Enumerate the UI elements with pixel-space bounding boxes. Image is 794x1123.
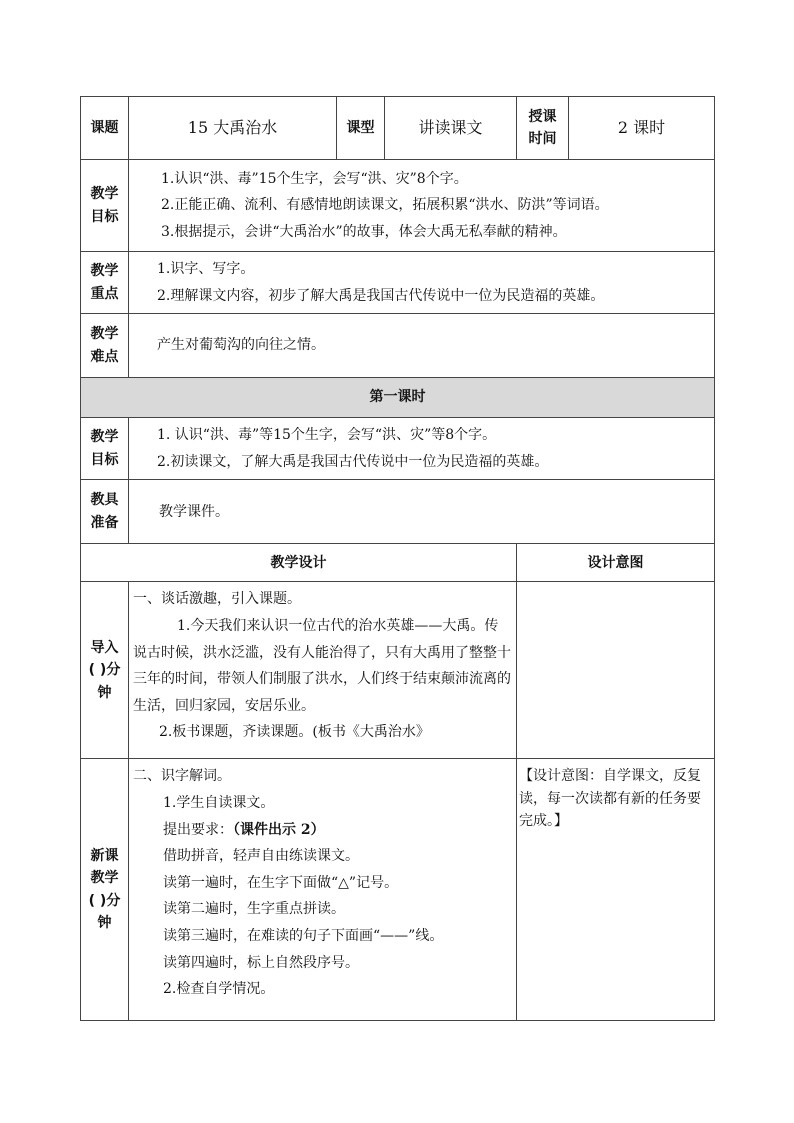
key-points-label-line-2: 重点	[90, 285, 119, 302]
header-row	[81, 97, 715, 160]
intro-intent	[517, 582, 715, 759]
intro-heading: 一、谈话激趣，引入课题。	[133, 591, 301, 608]
tools-content: 教学课件。	[129, 480, 715, 544]
goal-item: 2.正能正确、流利、有感情地朗读课文，拓展积累“洪水、防洪”等词语。	[161, 197, 609, 214]
type-label: 课型	[337, 97, 385, 160]
goals-row	[81, 160, 715, 252]
intro-paragraph: 2.板书课题，齐读课题。(板书《大禹治水》	[159, 724, 430, 741]
tools-label-line-1: 教具	[90, 492, 119, 509]
difficulties-content: 产生对葡萄沟的向往之情。	[129, 314, 715, 378]
lesson-goals-label-line-2: 目标	[90, 451, 119, 468]
time-value: 2 课时	[569, 97, 715, 160]
new-lesson-line: 读第一遍时，在生字下面做“△”记号。	[163, 874, 399, 891]
intro-label-line-2: ( )分	[88, 662, 121, 679]
new-lesson-content	[129, 759, 517, 1021]
difficulties-label-line-1: 教学	[90, 326, 119, 343]
lesson-plan-table	[80, 96, 715, 1021]
key-point-item: 1.识字、写字。	[157, 261, 255, 277]
new-lesson-line	[133, 817, 512, 844]
intro-row	[81, 582, 715, 759]
new-lesson-line: 读第三遍时，在难读的句子下面画“——”线。	[163, 927, 444, 944]
intro-label-line-1: 导入	[90, 639, 119, 656]
new-lesson-line: 读第四遍时，标上自然段序号。	[163, 954, 359, 971]
tools-label-line-2: 准备	[90, 514, 119, 531]
new-lesson-label	[81, 759, 129, 1021]
new-lesson-label-line-3: ( )分	[88, 892, 121, 909]
lesson-goals-label	[81, 418, 129, 480]
key-points-label	[81, 252, 129, 314]
lesson-goals-content	[129, 418, 715, 480]
goal-item: 3.根据提示，会讲“大禹治水”的故事，体会大禹无私奉献的精神。	[161, 223, 567, 240]
lesson-goal-item: 1. 认识“洪、毒”等15个生字，会写“洪、灾”等8个字。	[157, 427, 497, 444]
time-label-line-1: 授课	[528, 108, 557, 125]
lesson-goals-label-line-1: 教学	[90, 429, 119, 446]
new-lesson-line: 借助拼音，轻声自由练读课文。	[163, 848, 359, 865]
type-value: 讲读课文	[385, 97, 517, 160]
courseware-note: （课件出示 2）	[233, 821, 325, 838]
intro-label-line-3: 钟	[97, 684, 112, 701]
difficulties-row	[81, 314, 715, 378]
key-points-row	[81, 252, 715, 314]
time-label	[517, 97, 569, 160]
new-lesson-line: 1.学生自读课文。	[163, 794, 275, 811]
requirement-label: 提出要求：	[163, 821, 233, 838]
subject-value: 15 大禹治水	[129, 97, 337, 160]
lesson-goals-row	[81, 418, 715, 480]
subject-label: 课题	[81, 97, 129, 160]
tools-label	[81, 480, 129, 544]
first-lesson-title: 第一课时	[81, 378, 715, 418]
new-lesson-label-line-4: 钟	[97, 915, 112, 932]
new-lesson-heading: 二、识字解词。	[133, 768, 231, 785]
key-points-content	[129, 252, 715, 314]
tools-row	[81, 480, 715, 544]
design-column-header: 教学设计	[81, 544, 517, 582]
time-label-line-2: 时间	[528, 131, 557, 147]
goal-item: 1.认识“洪、毒”15个生字，会写“洪、灾”8个字。	[161, 170, 468, 187]
goals-content	[129, 160, 715, 252]
difficulties-label	[81, 314, 129, 378]
intent-column-header: 设计意图	[517, 544, 715, 582]
intro-label	[81, 582, 129, 759]
lesson-goal-item: 2.初读课文，了解大禹是我国古代传说中一位为民造福的英雄。	[157, 453, 549, 470]
new-lesson-row	[81, 759, 715, 1021]
intro-content	[129, 582, 517, 759]
intro-paragraph: 1.今天我们来认识一位古代的治水英雄——大禹。传说古时候，洪水泛滥，没有人能治得了，只有大禹用了整整十三年的时间，带领人们制服了洪水，人们终于结束颠沛流离的生活，回归家园，安居乐业。	[133, 617, 511, 714]
key-point-item: 2.理解课文内容，初步了解大禹是我国古代传说中一位为民造福的英雄。	[157, 287, 605, 304]
first-lesson-row	[81, 378, 715, 418]
new-lesson-label-line-2: 教学	[90, 870, 119, 887]
design-header-row	[81, 544, 715, 582]
goals-label-line-1: 教学	[90, 186, 119, 203]
new-lesson-label-line-1: 新课	[90, 848, 119, 865]
key-points-label-line-1: 教学	[90, 263, 119, 280]
new-lesson-line: 2.检查自学情况。	[163, 981, 275, 998]
difficulties-label-line-2: 难点	[90, 348, 119, 365]
new-lesson-line: 读第二遍时，生字重点拼读。	[163, 901, 345, 918]
goals-label-line-2: 目标	[90, 208, 119, 225]
new-lesson-intent: 【设计意图：自学课文，反复读，每一次读都有新的任务要完成。】	[517, 759, 715, 1021]
goals-label	[81, 160, 129, 252]
